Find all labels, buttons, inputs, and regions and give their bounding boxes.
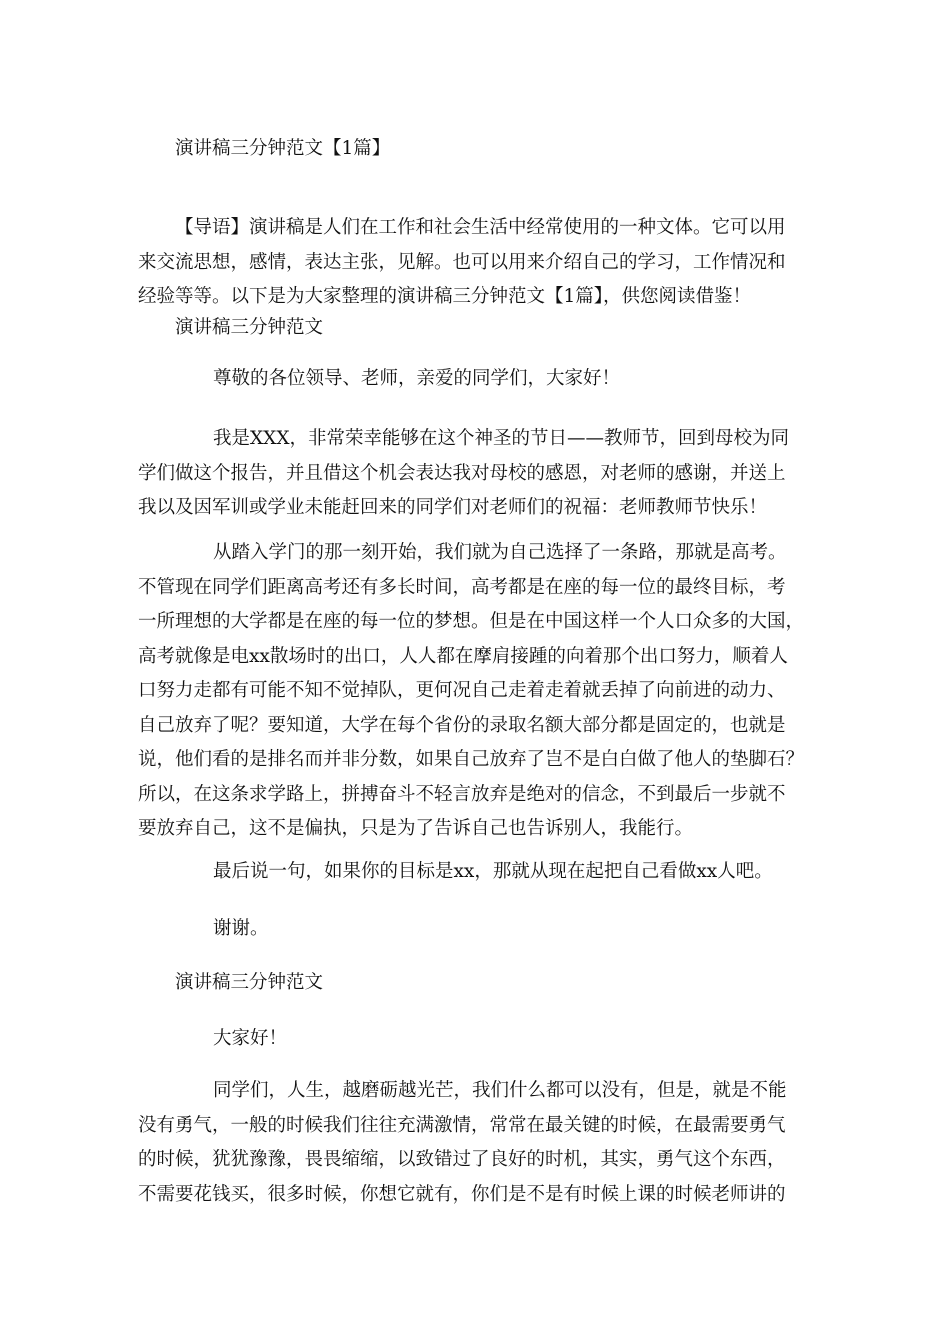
paragraph-1-line-3: 我以及因军训或学业未能赶回来的同学们对老师们的祝福：老师教师节快乐！ — [138, 497, 768, 518]
paragraph-1-line-1: 我是XXX，非常荣幸能够在这个神圣的节日——教师节，回到母校为同 — [213, 428, 790, 449]
paragraph-2-line-7: 说，他们看的是排名而并非分数，如果自己放弃了岂不是白白做了他人的垫脚石？ — [138, 749, 805, 770]
paragraph-2-line-2: 不管现在同学们距离高考还有多长时间，高考都是在座的每一位的最终目标，考 — [138, 576, 786, 598]
section-heading-2: 演讲稿三分钟范文 — [175, 972, 324, 993]
intro-line-2: 来交流思想，感情，表达主张，见解。也可以用来介绍自己的学习，工作情况和 — [138, 251, 786, 273]
paragraph-2-line-5: 口努力走都有可能不知不觉掉队，更何况自己走着走着就丢掉了向前进的动力、 — [138, 680, 786, 701]
thanks-text: 谢谢。 — [213, 918, 269, 939]
document-title: 演讲稿三分钟范文【1篇】 — [175, 138, 391, 159]
paragraph-2 — [138, 536, 810, 847]
paragraph-2-line-6: 自己放弃了呢？要知道，大学在每个省份的录取名额大部分都是固定的，也就是 — [138, 714, 786, 736]
paragraph-4-line-3: 的时候，犹犹豫豫，畏畏缩缩，以致错过了良好的时机，其实，勇气这个东西， — [138, 1149, 786, 1170]
paragraph-4-line-2: 没有勇气，一般的时候我们往往充满激情，常常在最关键的时候，在最需要勇气 — [138, 1114, 786, 1136]
greeting-2: 大家好！ — [213, 1028, 288, 1049]
paragraph-2-line-4: 高考就像是电xx散场时的出口，人人都在摩肩接踵的向着那个出口努力，顺着人 — [138, 645, 788, 667]
paragraph-2-line-9: 要放弃自己，这不是偏执，只是为了告诉自己也告诉别人，我能行。 — [138, 818, 694, 839]
paragraph-4-line-1: 同学们，人生，越磨砺越光芒，我们什么都可以没有，但是，就是不能 — [213, 1080, 787, 1101]
intro-paragraph — [138, 211, 810, 315]
paragraph-1-line-2: 学们做这个报告，并且借这个机会表达我对母校的感恩，对老师的感谢，并送上 — [138, 462, 786, 484]
intro-line-1: 【导语】演讲稿是人们在工作和社会生活中经常使用的一种文体。它可以用 — [175, 217, 786, 238]
greeting-1: 尊敬的各位领导、老师，亲爱的同学们，大家好！ — [213, 368, 621, 389]
paragraph-2-line-3: 一所理想的大学都是在座的每一位的梦想。但是在中国这样一个人口众多的大国， — [138, 611, 805, 632]
section-heading-1: 演讲稿三分钟范文 — [175, 317, 324, 338]
paragraph-2-line-8: 所以，在这条求学路上，拼搏奋斗不轻言放弃是绝对的信念，不到最后一步就不 — [138, 783, 786, 805]
paragraph-2-line-1: 从踏入学门的那一刻开始，我们就为自己选择了一条路，那就是高考。 — [213, 542, 787, 563]
paragraph-4 — [138, 1074, 810, 1212]
paragraph-4-line-4: 不需要花钱买，很多时候，你想它就有，你们是不是有时候上课的时候老师讲的 — [138, 1183, 786, 1205]
intro-line-3: 经验等等。以下是为大家整理的演讲稿三分钟范文【1篇】，供您阅读借鉴！ — [138, 286, 752, 307]
paragraph-3: 最后说一句，如果你的目标是xx，那就从现在起把自己看做xx人吧。 — [213, 861, 773, 882]
paragraph-1 — [138, 422, 810, 526]
